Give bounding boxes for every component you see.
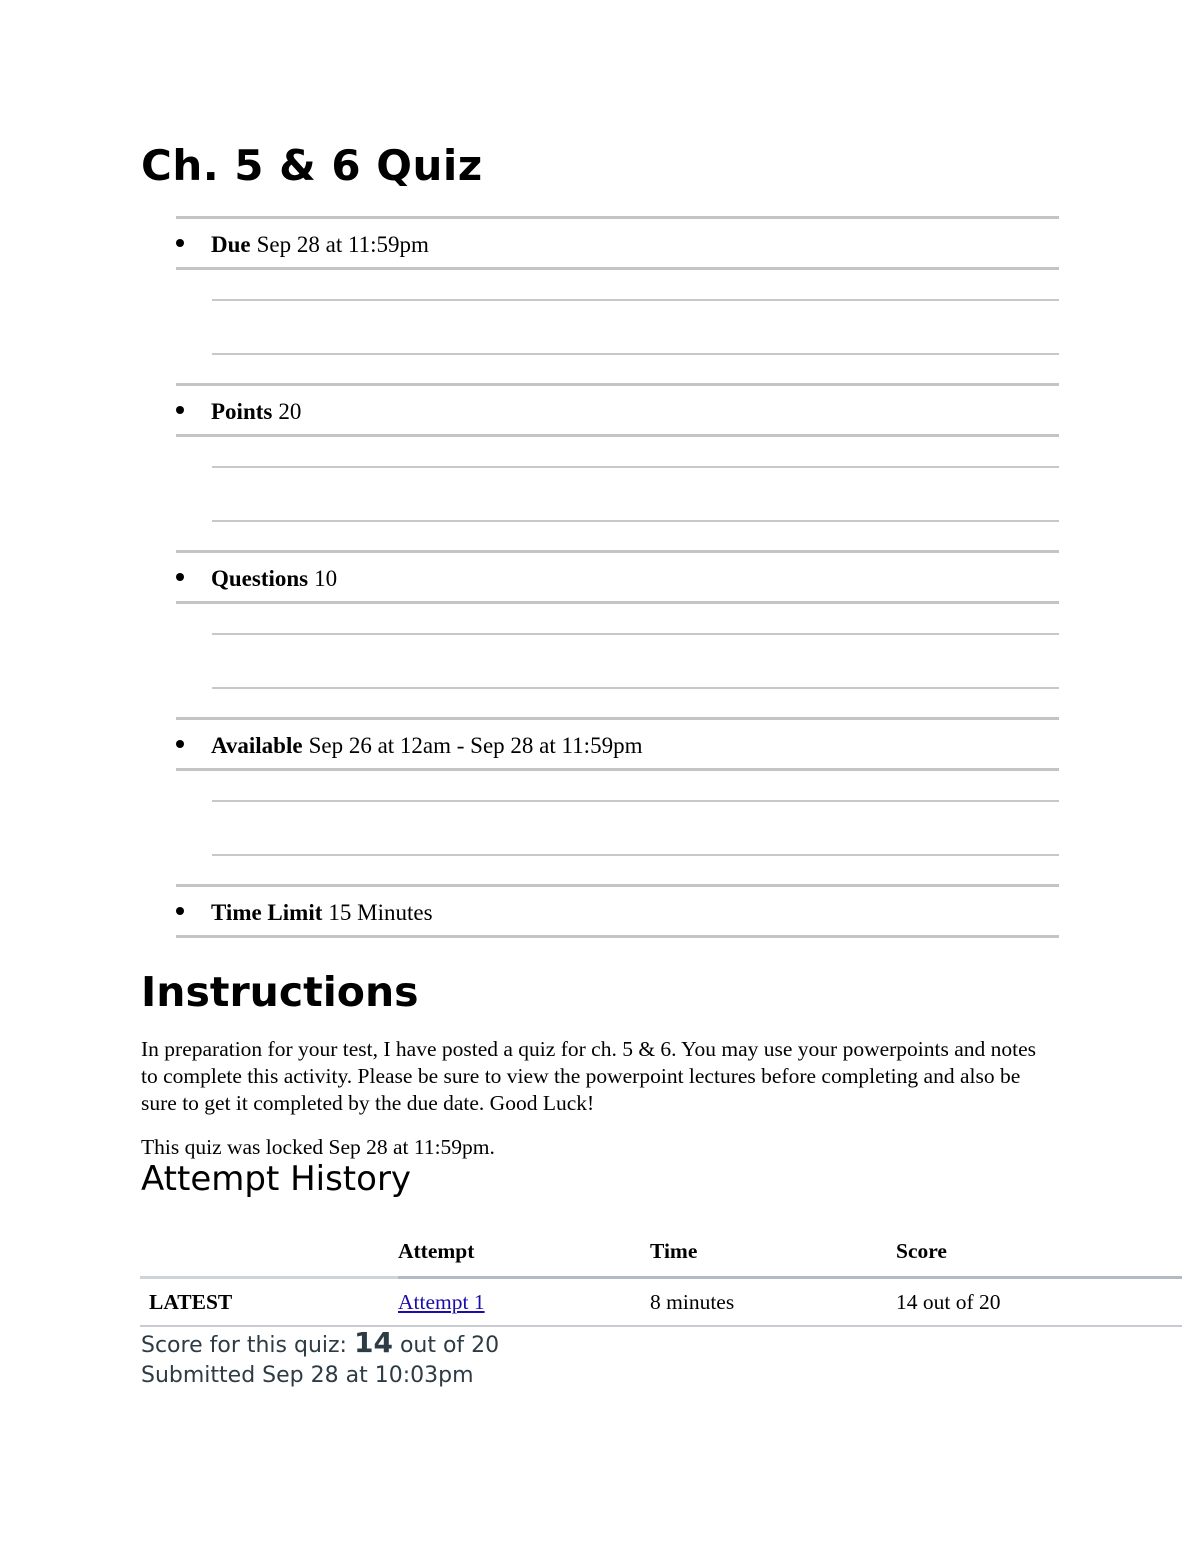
detail-value: 10: [314, 566, 338, 591]
detail-value: 15 Minutes: [328, 900, 433, 925]
detail-time-limit: [176, 884, 1059, 938]
score-suffix: out of 20: [399, 1333, 500, 1358]
bullet-icon: [176, 907, 184, 915]
column-header-blank: [140, 1226, 398, 1278]
column-header-score: Score: [896, 1226, 1182, 1278]
attempt-history-heading: Attempt History: [141, 1159, 412, 1199]
detail-spacer: [176, 437, 1059, 550]
latest-tag: LATEST: [140, 1278, 398, 1327]
score-cell: 14 out of 20: [896, 1278, 1182, 1327]
attempt-history-table: [140, 1226, 1182, 1327]
detail-label: Questions: [211, 566, 309, 591]
attempt-cell: [398, 1278, 650, 1327]
locked-note: This quiz was locked Sep 28 at 11:59pm.: [141, 1135, 495, 1159]
bullet-icon: [176, 740, 184, 748]
detail-value: 20: [278, 399, 302, 424]
quiz-details-list: [176, 216, 1059, 938]
instructions-body: In preparation for your test, I have posted a quiz for ch. 5 & 6. You may use your powerpoints and notes to complete this activity. Please be sure to view the powerpoint lectures before completing and also be sure to get it completed by the due date. Good Luck!: [141, 1037, 1037, 1115]
detail-label: Time Limit: [211, 900, 323, 925]
bullet-icon: [176, 406, 184, 414]
detail-value: Sep 26 at 12am - Sep 28 at 11:59pm: [308, 733, 643, 758]
bullet-icon: [176, 573, 184, 581]
column-header-attempt: Attempt: [398, 1226, 650, 1278]
detail-label: Points: [211, 399, 273, 424]
score-summary: [141, 1328, 499, 1361]
detail-questions: [176, 550, 1059, 604]
time-cell: 8 minutes: [650, 1278, 896, 1327]
detail-spacer: [176, 270, 1059, 383]
score-label: Score for this quiz:: [141, 1333, 347, 1358]
column-header-time: Time: [650, 1226, 896, 1278]
table-row: [140, 1278, 1182, 1327]
detail-spacer: [176, 604, 1059, 717]
attempt-1-link[interactable]: Attempt 1: [398, 1289, 485, 1314]
submitted-timestamp: Submitted Sep 28 at 10:03pm: [141, 1363, 474, 1388]
detail-spacer: [176, 771, 1059, 884]
detail-points: [176, 383, 1059, 437]
detail-due: [176, 216, 1059, 270]
detail-label: Due: [211, 232, 251, 257]
score-value: 14: [353, 1326, 393, 1359]
instructions-heading: Instructions: [141, 968, 419, 1016]
detail-label: Available: [211, 733, 303, 758]
table-header-row: [140, 1226, 1182, 1278]
bullet-icon: [176, 239, 184, 247]
detail-value: Sep 28 at 11:59pm: [256, 232, 429, 257]
detail-available: [176, 717, 1059, 771]
page-title: Ch. 5 & 6 Quiz: [141, 141, 483, 190]
